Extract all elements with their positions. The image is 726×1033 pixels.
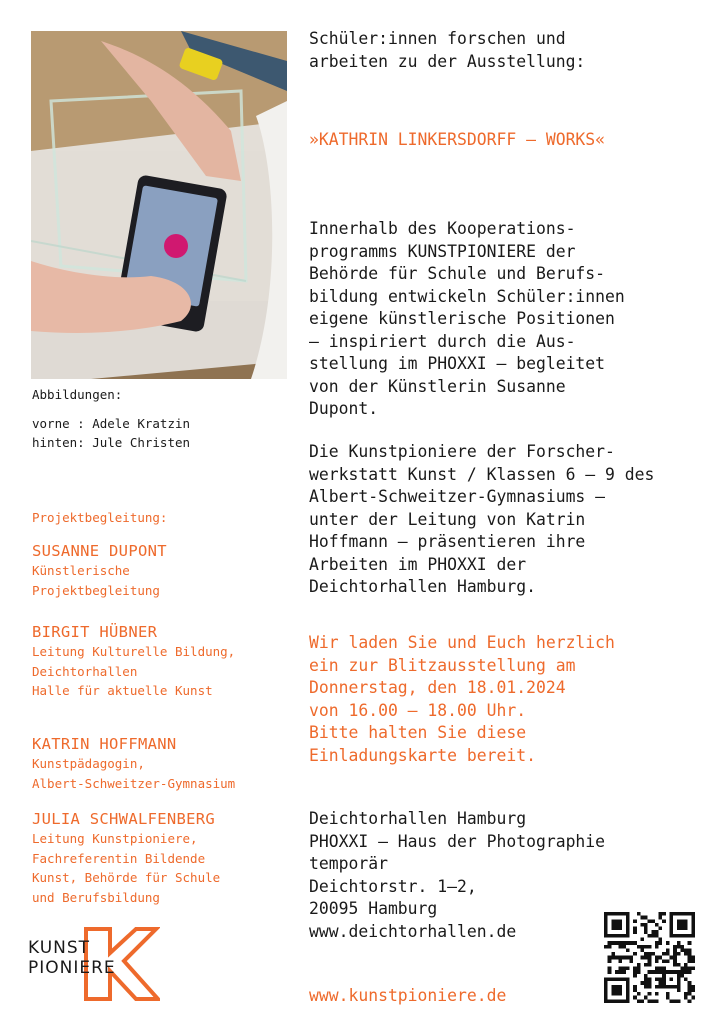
exhibition-title: »KATHRIN LINKERSDORFF – WORKS« xyxy=(309,130,606,149)
team-member-role: Leitung Kulturelle Bildung, Deichtorhallen Halle für aktuelle Kunst xyxy=(32,644,236,698)
team-member-role: Kunstpädagogin, Albert-Schweitzer-Gymnasium xyxy=(32,756,236,791)
team-member-role: Künstlerische Projektbegleitung xyxy=(32,563,160,598)
team-heading: Projektbegleitung: xyxy=(32,510,168,525)
website-link[interactable]: www.kunstpioniere.de xyxy=(309,986,507,1005)
team-member xyxy=(32,541,167,600)
paragraph-program: Innerhalb des Kooperations- programms KUNSTPIONIERE der Behörde für Schule und Berufs- bildung entwickeln Schüler:innen eigene künstlerische Positionen – inspiriert durch die Aus- stellung im PHOXXI – begleitet von der Künstlerin Susanne Dupont. xyxy=(309,219,625,418)
team-member-name: BIRGIT HÜBNER xyxy=(32,623,158,641)
photo-caption-label: Abbildungen: xyxy=(32,387,123,402)
qr-code[interactable] xyxy=(604,912,695,1003)
logo-text-line1: KUNST xyxy=(28,938,91,958)
kunstpioniere-logo xyxy=(28,925,160,1003)
team-member-name: KATRIN HOFFMANN xyxy=(32,735,177,753)
photo-caption-back: hinten: Jule Christen xyxy=(32,435,191,450)
qr-code-icon xyxy=(604,912,695,1003)
team-member xyxy=(32,809,220,907)
student-photo xyxy=(31,31,287,379)
address-block: Deichtorhallen Hamburg PHOXXI – Haus der Photographie temporär Deichtorstr. 1–2, 20095 Hamburg www.deichtorhallen.de xyxy=(309,809,606,941)
invitation-text: Wir laden Sie und Euch herzlich ein zur Blitzausstellung am Donnerstag, den 18.01.2024 von 16.00 – 18.00 Uhr. Bitte halten Sie diese Einladungskarte bereit. xyxy=(309,633,615,765)
team-member-role: Leitung Kunstpioniere, Fachreferentin Bildende Kunst, Behörde für Schule und Berufsbildung xyxy=(32,831,221,905)
team-member-name: JULIA SCHWALFENBERG xyxy=(32,810,216,828)
team-member xyxy=(32,622,235,701)
team-member-name: SUSANNE DUPONT xyxy=(32,542,167,560)
paragraph-presentation: Die Kunstpioniere der Forscher- werkstatt Kunst / Klassen 6 – 9 des Albert-Schweitzer-Gymnasiums – unter der Leitung von Katrin Hoffmann – präsentieren ihre Arbeiten im PHOXXI der Deichtorhallen Hamburg. xyxy=(309,442,655,596)
intro-text: Schüler:innen forschen und arbeiten zu der Ausstellung: xyxy=(309,29,586,71)
photo-caption-front: vorne : Adele Kratzin xyxy=(32,416,191,431)
logo-text-line2: PIONIERE xyxy=(28,958,116,978)
team-member xyxy=(32,734,235,793)
